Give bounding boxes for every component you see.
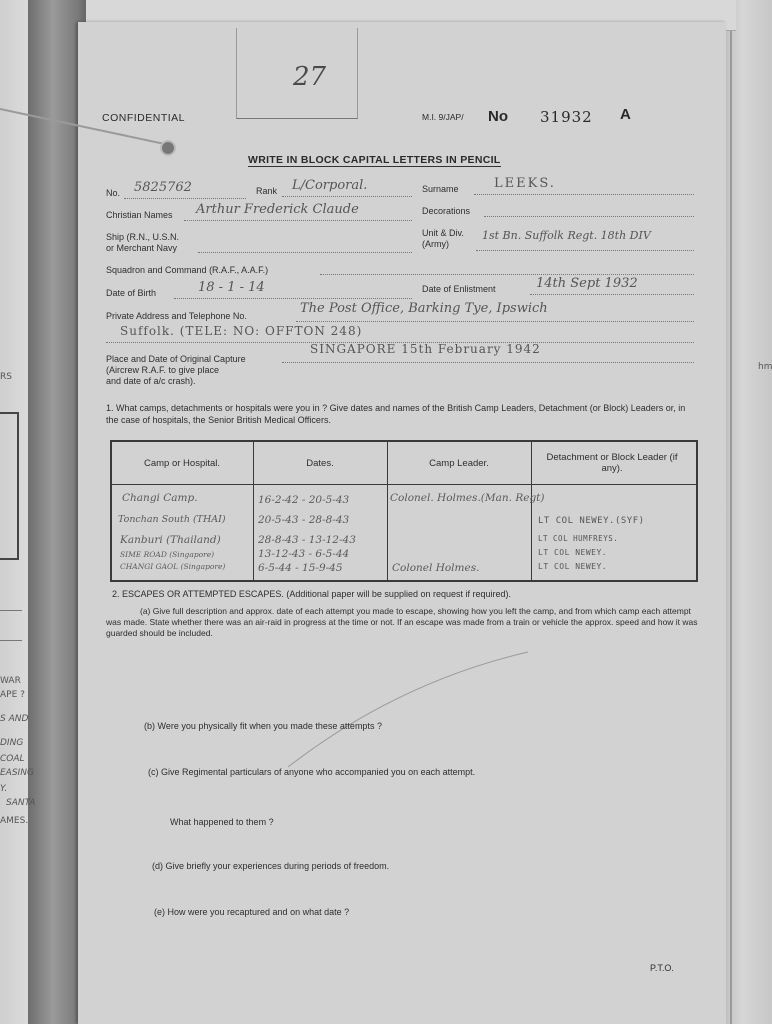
table-cell-camp: SIME ROAD (Singapore) <box>120 550 215 559</box>
table-divider <box>531 442 532 580</box>
table-cell-detachment: LT COL NEWEY. <box>538 548 608 557</box>
question-2a: (a) Give full description and approx. date of each attempt you made to escape, showing how you left the camp, and from which camp each attempt was made. State whether there was an air-raid in progress at the time or not. If an escape was made from a train or vehicle the approx. speed and how it was guarded should be included. <box>106 606 698 638</box>
rank-value: L/Corporal. <box>292 178 368 193</box>
left-margin-text: COAL <box>0 754 25 764</box>
table-cell-detachment: LT COL HUMFREYS. <box>538 534 619 543</box>
unit-value: 1st Bn. Suffolk Regt. 18th DIV <box>482 229 651 242</box>
adjacent-right-pages <box>722 0 772 1024</box>
surname-value: LEEKS. <box>494 176 556 191</box>
address-label: Private Address and Telephone No. <box>106 311 247 321</box>
left-margin-text: EASING <box>0 768 34 778</box>
address-line <box>296 321 694 322</box>
capture-label-line2: (Aircrew R.A.F. to give place <box>106 365 220 375</box>
dob-value: 18 - 1 - 14 <box>198 280 265 295</box>
christian-names-value: Arthur Frederick Claude <box>196 202 359 217</box>
question-2d: (d) Give briefly your experiences during periods of freedom. <box>152 861 390 871</box>
table-header-camp-leader: Camp Leader. <box>429 457 489 469</box>
form-page <box>78 22 726 1024</box>
form-number: 31932 <box>540 108 593 126</box>
table-header-detachment: Detachment or Block Leader (if any). <box>546 452 678 474</box>
table-cell-dates: 20-5-43 - 28-8-43 <box>258 514 350 526</box>
question-2c: (c) Give Regimental particulars of anyone who accompanied you on each attempt. <box>148 767 476 777</box>
left-margin-text: WAR <box>0 676 21 686</box>
table-header-dates: Dates. <box>306 457 334 469</box>
squadron-line <box>320 274 694 275</box>
question-1: 1. What camps, detachments or hospitals were you in ? Give dates and names of the British Camp Leaders, Detachment (or Block) Leaders or, in the case of hospitals, the Senior British Medical Officers. <box>106 403 686 425</box>
enlistment-label: Date of Enlistment <box>422 284 496 294</box>
rank-label: Rank <box>256 186 278 196</box>
table-cell-detachment: LT COL NEWEY.(SYF) <box>538 516 645 526</box>
enlistment-line <box>530 294 694 295</box>
table-cell-dates: 13-12-43 - 6-5-44 <box>258 548 350 560</box>
left-margin-text: APE ? <box>0 690 25 700</box>
decorations-label: Decorations <box>422 206 471 216</box>
decorations-line <box>484 216 694 217</box>
address-value: The Post Office, Barking Tye, Ipswich <box>300 301 548 316</box>
table-cell-camp: Kanburi (Thailand) <box>120 534 221 546</box>
table-header-camp: Camp or Hospital. <box>143 457 221 469</box>
table-cell-dates: 28-8-43 - 13-12-43 <box>258 534 356 546</box>
table-cell-leader: Colonel. Holmes.(Man. Regt) <box>390 492 545 504</box>
ship-label: Ship (R.N., U.S.N. <box>106 232 180 242</box>
question-2e: (e) How were you recaptured and on what date ? <box>154 907 350 917</box>
address-value-line2: Suffolk. (TELE: NO: OFFTON 248) <box>120 324 363 338</box>
ship-line <box>198 252 412 253</box>
table-cell-dates: 16-2-42 - 20-5-43 <box>258 494 350 506</box>
question-2c-sub: What happened to them ? <box>170 817 274 827</box>
table-cell-dates: 6-5-44 - 15-9-45 <box>258 562 343 574</box>
dob-line <box>174 298 412 299</box>
table-cell-leader: Colonel Holmes. <box>392 562 480 574</box>
dob-label: Date of Birth <box>106 288 157 298</box>
table-divider <box>387 442 388 580</box>
left-page-box <box>0 412 19 560</box>
question-2: 2. ESCAPES OR ATTEMPTED ESCAPES. (Additional paper will be supplied on request if required). <box>112 589 512 599</box>
unit-label: Unit & Div. <box>422 228 464 238</box>
left-margin-text: AMES. <box>0 816 29 826</box>
capture-value: SINGAPORE 15th February 1942 <box>310 342 541 356</box>
left-margin-text: Y. <box>0 784 8 794</box>
table-header-divider <box>112 484 696 485</box>
number-label: No <box>488 108 508 125</box>
no-label: No. <box>106 188 121 198</box>
unit-label-line2: (Army) <box>422 239 449 249</box>
surname-label: Surname <box>422 184 459 194</box>
left-margin-text: S AND <box>0 714 29 724</box>
table-cell-camp: Changi Camp. <box>122 492 198 504</box>
capture-line <box>282 362 694 363</box>
instruction-heading: WRITE IN BLOCK CAPITAL LETTERS IN PENCIL <box>248 154 501 166</box>
camps-table <box>110 440 698 582</box>
left-margin-text: RS <box>0 372 12 382</box>
left-margin-text: SANTA <box>6 798 36 808</box>
table-cell-camp: Tonchan South (THAI) <box>118 514 226 525</box>
capture-label: Place and Date of Original Capture <box>106 354 246 364</box>
christian-names-label: Christian Names <box>106 210 173 220</box>
no-value: 5825762 <box>134 180 192 195</box>
table-cell-detachment: LT COL NEWEY. <box>538 562 608 571</box>
table-cell-camp: CHANGI GAOL (Singapore) <box>120 562 226 571</box>
enlistment-value: 14th Sept 1932 <box>536 276 638 291</box>
table-divider <box>253 442 254 580</box>
right-margin-text: hm <box>758 362 772 372</box>
pencil-stroke <box>278 642 538 772</box>
classification-label: CONFIDENTIAL <box>102 112 186 124</box>
left-margin-text: DING <box>0 738 24 748</box>
ship-label-line2: or Merchant Navy <box>106 243 178 253</box>
surname-line <box>474 194 694 195</box>
question-2b: (b) Were you physically fit when you made these attempts ? <box>144 721 382 731</box>
stamp-box <box>236 28 358 119</box>
christian-names-line <box>184 220 412 221</box>
pto-footer: P.T.O. <box>650 963 674 973</box>
rank-line <box>282 196 412 197</box>
left-page-line <box>0 610 22 611</box>
capture-label-line3: and date of a/c crash). <box>106 376 196 386</box>
string-knot <box>160 140 176 156</box>
no-line <box>124 198 246 199</box>
form-suffix: A <box>620 106 631 123</box>
left-page-line <box>0 640 22 641</box>
stamp-number: 27 <box>293 62 327 92</box>
squadron-label: Squadron and Command (R.A.F., A.A.F.) <box>106 265 269 275</box>
form-reference: M.I. 9/JAP/ <box>422 112 464 122</box>
unit-line <box>476 250 694 251</box>
